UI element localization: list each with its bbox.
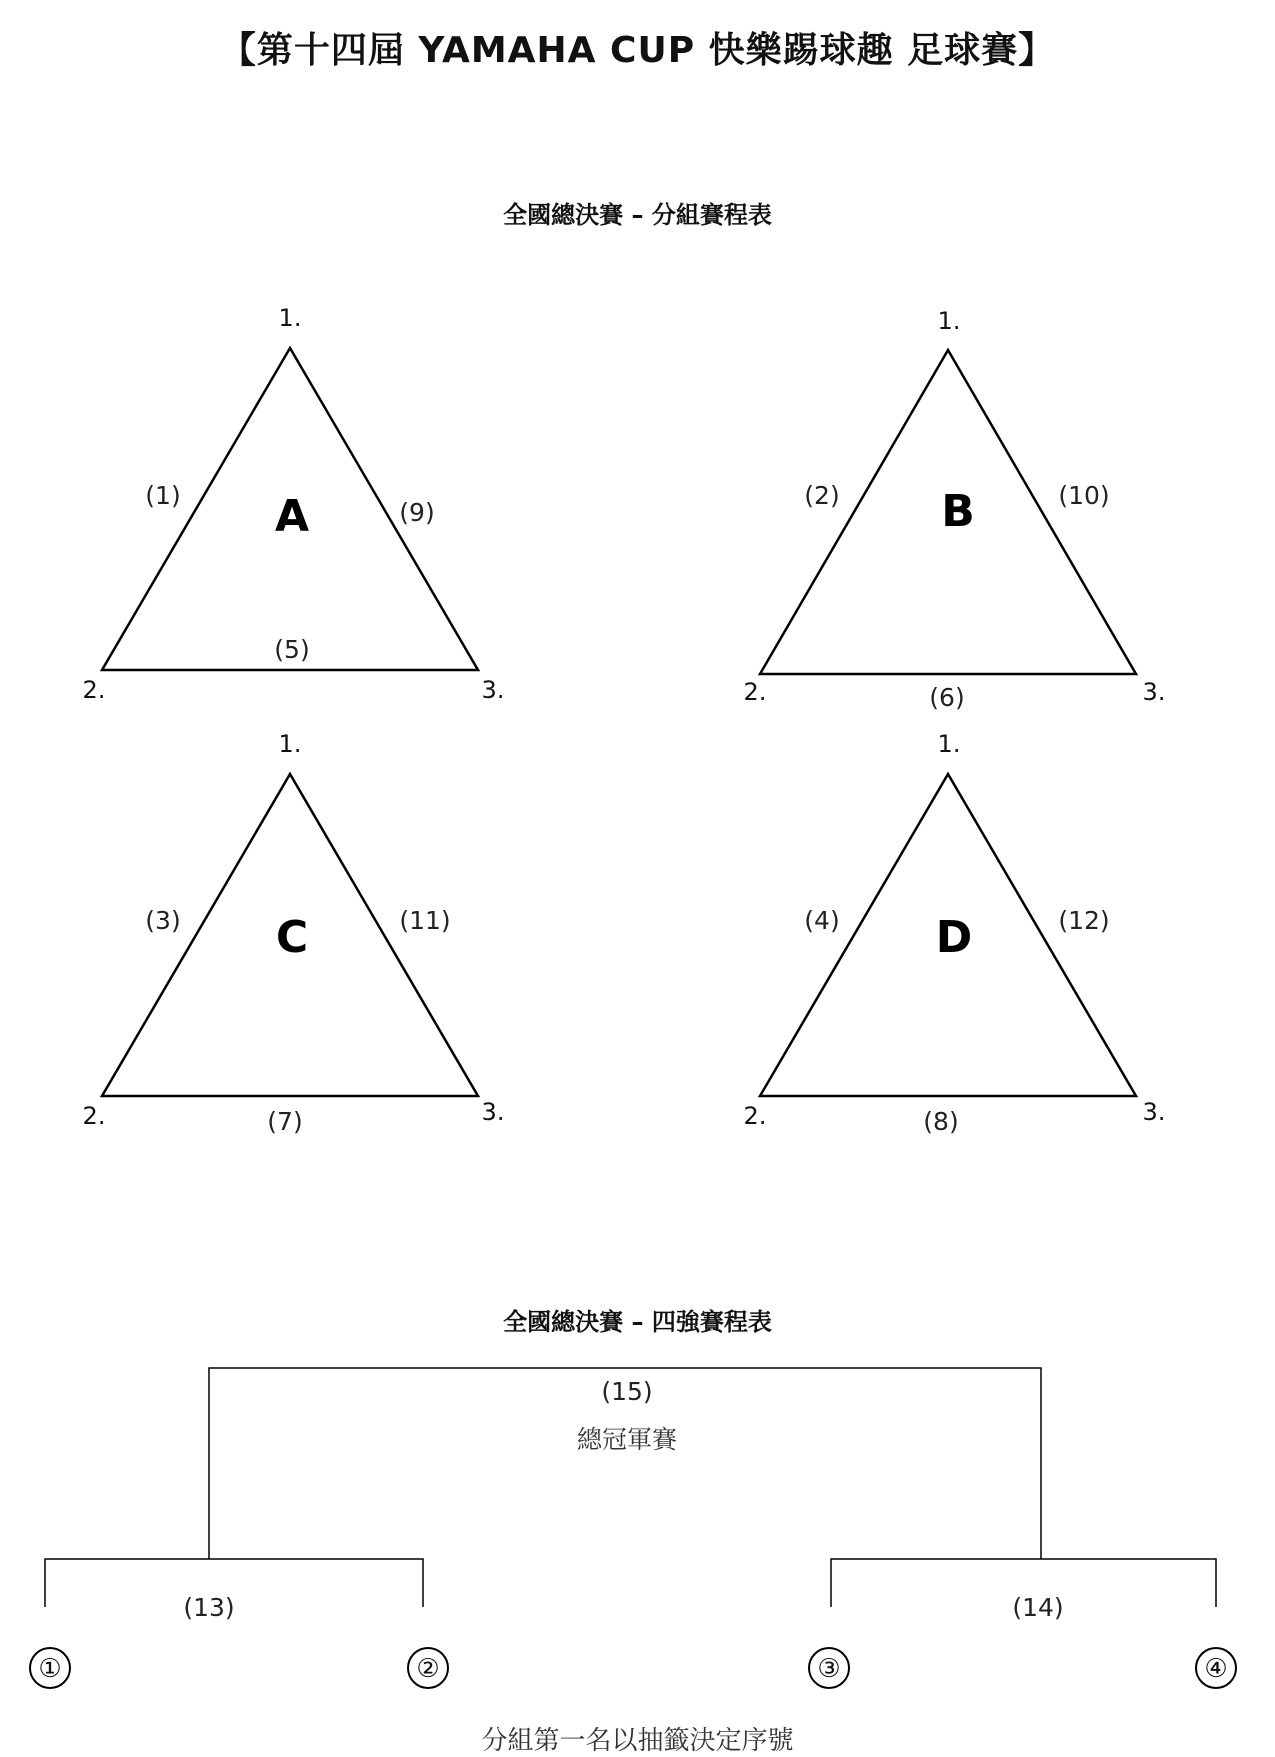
group-b-match-bottom: (6) (929, 683, 965, 712)
final-label: 總冠軍賽 (576, 1425, 678, 1454)
group-d-match-bottom: (8) (923, 1107, 959, 1136)
slot-1: ① (38, 1654, 62, 1684)
group-b (744, 307, 1166, 712)
group-d (744, 730, 1166, 1136)
slot-4: ④ (1204, 1654, 1228, 1684)
group-a-vertex-3: 3. (481, 676, 505, 704)
group-d-vertex-1: 1. (937, 730, 961, 758)
main-title: 【第十四屆 YAMAHA CUP 快樂踢球趣 足球賽】 (219, 30, 1056, 71)
group-a-vertex-2: 2. (82, 676, 106, 704)
group-c-vertex-1: 1. (278, 730, 302, 758)
final-match-number: (15) (601, 1377, 653, 1406)
group-b-vertex-2: 2. (743, 678, 767, 706)
group-stage-title: 全國總決賽 – 分組賽程表 (503, 201, 772, 229)
group-a-name: A (274, 491, 310, 542)
group-b-match-right: (10) (1058, 481, 1110, 510)
group-c-vertex-2: 2. (82, 1102, 106, 1130)
draw-note: 分組第一名以抽籤決定序號 (481, 1726, 794, 1756)
group-d-vertex-3: 3. (1142, 1098, 1166, 1126)
group-a-match-right: (9) (399, 498, 435, 527)
group-d-match-left: (4) (804, 906, 840, 935)
slot-2: ② (416, 1654, 440, 1684)
knockout-labels (183, 1377, 1063, 1622)
group-c-vertex-3: 3. (481, 1098, 505, 1126)
group-b-name: B (941, 486, 975, 537)
group-a (83, 304, 505, 704)
semi-right-match-number: (14) (1012, 1593, 1064, 1622)
group-a-match-bottom: (5) (274, 635, 310, 664)
group-a-match-left: (1) (145, 481, 181, 510)
group-c (83, 730, 505, 1136)
group-d-name: D (935, 912, 973, 963)
group-a-vertex-1: 1. (278, 304, 302, 332)
group-d-vertex-2: 2. (743, 1102, 767, 1130)
knockout-stage-title: 全國總決賽 – 四強賽程表 (503, 1308, 772, 1336)
group-b-vertex-1: 1. (937, 307, 961, 335)
slot-3: ③ (817, 1654, 841, 1684)
semi-left-match-number: (13) (183, 1593, 235, 1622)
group-c-name: C (275, 912, 309, 963)
group-c-match-left: (3) (145, 906, 181, 935)
group-b-vertex-3: 3. (1142, 678, 1166, 706)
group-c-match-right: (11) (399, 906, 451, 935)
group-c-match-bottom: (7) (267, 1107, 303, 1136)
slot-circles (30, 1648, 1236, 1688)
group-d-match-right: (12) (1058, 906, 1110, 935)
group-b-match-left: (2) (804, 481, 840, 510)
